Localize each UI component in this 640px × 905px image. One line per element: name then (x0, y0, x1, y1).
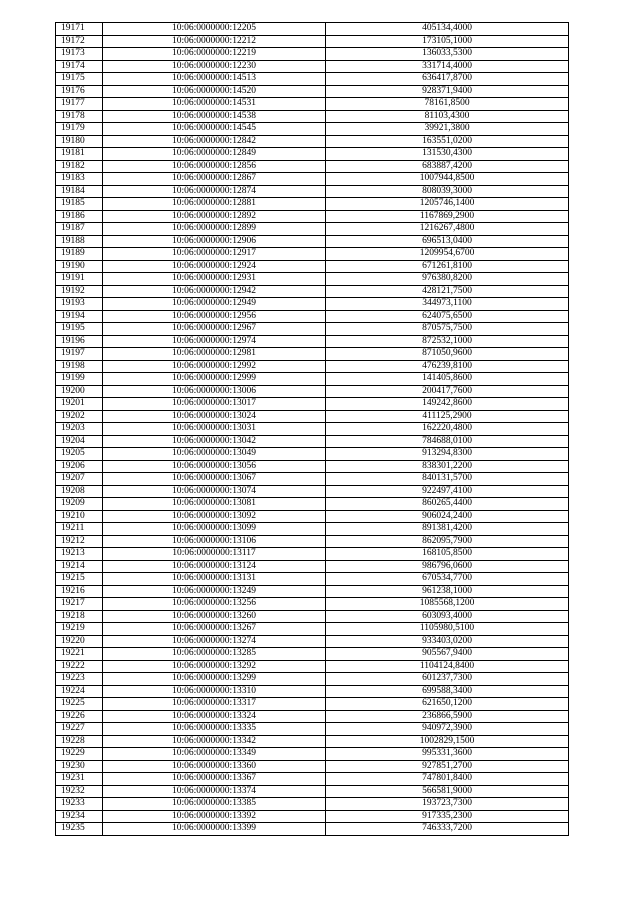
row-number-cell: 19196 (56, 335, 103, 348)
cadastral-number-cell: 10:06:0000000:13256 (103, 598, 326, 611)
value-cell: 928371,9400 (326, 85, 569, 98)
row-number-cell: 19172 (56, 35, 103, 48)
table-row (56, 735, 569, 748)
value-cell: 603093,4000 (326, 610, 569, 623)
value-cell: 331714,4000 (326, 60, 569, 73)
row-number-cell: 19231 (56, 773, 103, 786)
row-number-cell: 19224 (56, 685, 103, 698)
cadastral-number-cell: 10:06:0000000:12981 (103, 348, 326, 361)
row-number-cell: 19192 (56, 285, 103, 298)
table-row (56, 723, 569, 736)
table-row (56, 510, 569, 523)
value-cell: 976380,8200 (326, 273, 569, 286)
table-row (56, 648, 569, 661)
cadastral-number-cell: 10:06:0000000:12849 (103, 148, 326, 161)
table-row (56, 598, 569, 611)
table-row (56, 398, 569, 411)
cadastral-number-cell: 10:06:0000000:14513 (103, 73, 326, 86)
table-row (56, 348, 569, 361)
cadastral-number-cell: 10:06:0000000:13042 (103, 435, 326, 448)
cadastral-number-cell: 10:06:0000000:13349 (103, 748, 326, 761)
row-number-cell: 19213 (56, 548, 103, 561)
table-row (56, 198, 569, 211)
data-table (55, 22, 569, 836)
table-row (56, 460, 569, 473)
table-row (56, 710, 569, 723)
cadastral-number-cell: 10:06:0000000:13049 (103, 448, 326, 461)
table-row (56, 423, 569, 436)
row-number-cell: 19232 (56, 785, 103, 798)
cadastral-number-cell: 10:06:0000000:12924 (103, 260, 326, 273)
cadastral-number-cell: 10:06:0000000:13092 (103, 510, 326, 523)
table-row (56, 323, 569, 336)
value-cell: 671261,8100 (326, 260, 569, 273)
value-cell: 168105,8500 (326, 548, 569, 561)
value-cell: 131530,4300 (326, 148, 569, 161)
value-cell: 193723,7300 (326, 798, 569, 811)
row-number-cell: 19205 (56, 448, 103, 461)
value-cell: 621650,1200 (326, 698, 569, 711)
value-cell: 891381,4200 (326, 523, 569, 536)
value-cell: 784688,0100 (326, 435, 569, 448)
row-number-cell: 19174 (56, 60, 103, 73)
value-cell: 986796,0600 (326, 560, 569, 573)
row-number-cell: 19199 (56, 373, 103, 386)
cadastral-number-cell: 10:06:0000000:13274 (103, 635, 326, 648)
cadastral-number-cell: 10:06:0000000:14531 (103, 98, 326, 111)
value-cell: 1105980,5100 (326, 623, 569, 636)
cadastral-number-cell: 10:06:0000000:13017 (103, 398, 326, 411)
table-row (56, 85, 569, 98)
table-row (56, 473, 569, 486)
row-number-cell: 19195 (56, 323, 103, 336)
table-row (56, 548, 569, 561)
value-cell: 405134,4000 (326, 23, 569, 36)
cadastral-number-cell: 10:06:0000000:13324 (103, 710, 326, 723)
cadastral-number-cell: 10:06:0000000:13056 (103, 460, 326, 473)
table-row (56, 73, 569, 86)
row-number-cell: 19218 (56, 610, 103, 623)
value-cell: 1167869,2900 (326, 210, 569, 223)
table-row (56, 798, 569, 811)
cadastral-number-cell: 10:06:0000000:13031 (103, 423, 326, 436)
row-number-cell: 19212 (56, 535, 103, 548)
row-number-cell: 19181 (56, 148, 103, 161)
value-cell: 905567,9400 (326, 648, 569, 661)
table-row (56, 435, 569, 448)
table-row (56, 248, 569, 261)
row-number-cell: 19187 (56, 223, 103, 236)
table-row (56, 698, 569, 711)
table-row (56, 823, 569, 836)
table-row (56, 135, 569, 148)
cadastral-number-cell: 10:06:0000000:13067 (103, 473, 326, 486)
value-cell: 173105,1000 (326, 35, 569, 48)
value-cell: 933403,0200 (326, 635, 569, 648)
cadastral-number-cell: 10:06:0000000:13335 (103, 723, 326, 736)
cadastral-number-cell: 10:06:0000000:13260 (103, 610, 326, 623)
value-cell: 940972,3900 (326, 723, 569, 736)
row-number-cell: 19226 (56, 710, 103, 723)
value-cell: 566581,9000 (326, 785, 569, 798)
cadastral-number-cell: 10:06:0000000:13310 (103, 685, 326, 698)
row-number-cell: 19216 (56, 585, 103, 598)
value-cell: 428121,7500 (326, 285, 569, 298)
value-cell: 1209954,6700 (326, 248, 569, 261)
value-cell: 913294,8300 (326, 448, 569, 461)
table-row (56, 310, 569, 323)
table-row (56, 523, 569, 536)
value-cell: 1216267,4800 (326, 223, 569, 236)
table-row (56, 660, 569, 673)
row-number-cell: 19201 (56, 398, 103, 411)
value-cell: 917335,2300 (326, 810, 569, 823)
row-number-cell: 19175 (56, 73, 103, 86)
cadastral-number-cell: 10:06:0000000:12874 (103, 185, 326, 198)
value-cell: 1104124,8400 (326, 660, 569, 673)
table-row (56, 335, 569, 348)
row-number-cell: 19171 (56, 23, 103, 36)
value-cell: 81103,4300 (326, 110, 569, 123)
cadastral-number-cell: 10:06:0000000:13024 (103, 410, 326, 423)
value-cell: 696513,0400 (326, 235, 569, 248)
table-row (56, 235, 569, 248)
table-row (56, 48, 569, 61)
table-row (56, 685, 569, 698)
value-cell: 683887,4200 (326, 160, 569, 173)
cadastral-number-cell: 10:06:0000000:13249 (103, 585, 326, 598)
table-row (56, 123, 569, 136)
row-number-cell: 19185 (56, 198, 103, 211)
cadastral-number-cell: 10:06:0000000:12219 (103, 48, 326, 61)
value-cell: 1205746,1400 (326, 198, 569, 211)
table-row (56, 410, 569, 423)
value-cell: 746333,7200 (326, 823, 569, 836)
cadastral-number-cell: 10:06:0000000:12974 (103, 335, 326, 348)
value-cell: 906024,2400 (326, 510, 569, 523)
value-cell: 872532,1000 (326, 335, 569, 348)
row-number-cell: 19200 (56, 385, 103, 398)
table-row (56, 448, 569, 461)
cadastral-number-cell: 10:06:0000000:12992 (103, 360, 326, 373)
table-row (56, 185, 569, 198)
row-number-cell: 19204 (56, 435, 103, 448)
value-cell: 136033,5300 (326, 48, 569, 61)
row-number-cell: 19210 (56, 510, 103, 523)
value-cell: 699588,3400 (326, 685, 569, 698)
value-cell: 860265,4400 (326, 498, 569, 511)
table-row (56, 748, 569, 761)
cadastral-number-cell: 10:06:0000000:13074 (103, 485, 326, 498)
cadastral-number-cell: 10:06:0000000:12899 (103, 223, 326, 236)
table-row (56, 98, 569, 111)
table-row (56, 623, 569, 636)
value-cell: 1085568,1200 (326, 598, 569, 611)
table-row (56, 485, 569, 498)
cadastral-number-cell: 10:06:0000000:13099 (103, 523, 326, 536)
row-number-cell: 19173 (56, 48, 103, 61)
cadastral-number-cell: 10:06:0000000:12999 (103, 373, 326, 386)
cadastral-number-cell: 10:06:0000000:12892 (103, 210, 326, 223)
cadastral-number-cell: 10:06:0000000:12917 (103, 248, 326, 261)
cadastral-number-cell: 10:06:0000000:13367 (103, 773, 326, 786)
row-number-cell: 19194 (56, 310, 103, 323)
cadastral-number-cell: 10:06:0000000:12949 (103, 298, 326, 311)
cadastral-number-cell: 10:06:0000000:13342 (103, 735, 326, 748)
cadastral-number-cell: 10:06:0000000:12931 (103, 273, 326, 286)
table-row (56, 760, 569, 773)
value-cell: 1007944,8500 (326, 173, 569, 186)
cadastral-number-cell: 10:06:0000000:13399 (103, 823, 326, 836)
value-cell: 236866,5900 (326, 710, 569, 723)
row-number-cell: 19217 (56, 598, 103, 611)
row-number-cell: 19235 (56, 823, 103, 836)
row-number-cell: 19225 (56, 698, 103, 711)
row-number-cell: 19186 (56, 210, 103, 223)
value-cell: 961238,1000 (326, 585, 569, 598)
cadastral-number-cell: 10:06:0000000:14538 (103, 110, 326, 123)
cadastral-number-cell: 10:06:0000000:13317 (103, 698, 326, 711)
row-number-cell: 19215 (56, 573, 103, 586)
cadastral-number-cell: 10:06:0000000:13285 (103, 648, 326, 661)
value-cell: 163551,0200 (326, 135, 569, 148)
cadastral-number-cell: 10:06:0000000:12956 (103, 310, 326, 323)
table-row (56, 585, 569, 598)
row-number-cell: 19176 (56, 85, 103, 98)
row-number-cell: 19208 (56, 485, 103, 498)
table-row (56, 673, 569, 686)
row-number-cell: 19221 (56, 648, 103, 661)
row-number-cell: 19223 (56, 673, 103, 686)
cadastral-number-cell: 10:06:0000000:13131 (103, 573, 326, 586)
cadastral-number-cell: 10:06:0000000:13385 (103, 798, 326, 811)
value-cell: 149242,8600 (326, 398, 569, 411)
value-cell: 78161,8500 (326, 98, 569, 111)
value-cell: 1002829,1500 (326, 735, 569, 748)
table-row (56, 635, 569, 648)
row-number-cell: 19227 (56, 723, 103, 736)
cadastral-number-cell: 10:06:0000000:13360 (103, 760, 326, 773)
row-number-cell: 19207 (56, 473, 103, 486)
table-row (56, 385, 569, 398)
row-number-cell: 19190 (56, 260, 103, 273)
table-row (56, 173, 569, 186)
table-row (56, 360, 569, 373)
table-row (56, 110, 569, 123)
table-row (56, 535, 569, 548)
table-row (56, 810, 569, 823)
row-number-cell: 19219 (56, 623, 103, 636)
row-number-cell: 19183 (56, 173, 103, 186)
value-cell: 624075,6500 (326, 310, 569, 323)
table-row (56, 298, 569, 311)
cadastral-number-cell: 10:06:0000000:13006 (103, 385, 326, 398)
cadastral-number-cell: 10:06:0000000:13299 (103, 673, 326, 686)
value-cell: 476239,8100 (326, 360, 569, 373)
value-cell: 747801,8400 (326, 773, 569, 786)
table-row (56, 560, 569, 573)
table-row (56, 498, 569, 511)
table-row (56, 773, 569, 786)
value-cell: 200417,7600 (326, 385, 569, 398)
cadastral-number-cell: 10:06:0000000:13292 (103, 660, 326, 673)
row-number-cell: 19189 (56, 248, 103, 261)
cadastral-number-cell: 10:06:0000000:13392 (103, 810, 326, 823)
value-cell: 927851,2700 (326, 760, 569, 773)
value-cell: 838301,2200 (326, 460, 569, 473)
cadastral-number-cell: 10:06:0000000:13124 (103, 560, 326, 573)
value-cell: 601237,7300 (326, 673, 569, 686)
row-number-cell: 19182 (56, 160, 103, 173)
table-row (56, 573, 569, 586)
row-number-cell: 19179 (56, 123, 103, 136)
row-number-cell: 19191 (56, 273, 103, 286)
cadastral-number-cell: 10:06:0000000:13267 (103, 623, 326, 636)
value-cell: 871050,9600 (326, 348, 569, 361)
row-number-cell: 19193 (56, 298, 103, 311)
value-cell: 808039,3000 (326, 185, 569, 198)
value-cell: 344973,1100 (326, 298, 569, 311)
table-row (56, 785, 569, 798)
table-row (56, 210, 569, 223)
cadastral-number-cell: 10:06:0000000:13081 (103, 498, 326, 511)
row-number-cell: 19234 (56, 810, 103, 823)
row-number-cell: 19228 (56, 735, 103, 748)
row-number-cell: 19222 (56, 660, 103, 673)
cadastral-number-cell: 10:06:0000000:14545 (103, 123, 326, 136)
cadastral-number-cell: 10:06:0000000:12230 (103, 60, 326, 73)
row-number-cell: 19209 (56, 498, 103, 511)
table-row (56, 23, 569, 36)
row-number-cell: 19229 (56, 748, 103, 761)
table-row (56, 610, 569, 623)
value-cell: 670534,7700 (326, 573, 569, 586)
cadastral-number-cell: 10:06:0000000:13106 (103, 535, 326, 548)
value-cell: 840131,5700 (326, 473, 569, 486)
table-row (56, 273, 569, 286)
cadastral-number-cell: 10:06:0000000:12881 (103, 198, 326, 211)
table-row (56, 260, 569, 273)
cadastral-number-cell: 10:06:0000000:12856 (103, 160, 326, 173)
value-cell: 922497,4100 (326, 485, 569, 498)
row-number-cell: 19180 (56, 135, 103, 148)
row-number-cell: 19177 (56, 98, 103, 111)
table-row (56, 160, 569, 173)
row-number-cell: 19178 (56, 110, 103, 123)
row-number-cell: 19230 (56, 760, 103, 773)
cadastral-number-cell: 10:06:0000000:12212 (103, 35, 326, 48)
row-number-cell: 19214 (56, 560, 103, 573)
table-row (56, 148, 569, 161)
value-cell: 862095,7900 (326, 535, 569, 548)
row-number-cell: 19211 (56, 523, 103, 536)
row-number-cell: 19197 (56, 348, 103, 361)
value-cell: 39921,3800 (326, 123, 569, 136)
value-cell: 636417,8700 (326, 73, 569, 86)
row-number-cell: 19188 (56, 235, 103, 248)
row-number-cell: 19220 (56, 635, 103, 648)
value-cell: 141405,8600 (326, 373, 569, 386)
cadastral-number-cell: 10:06:0000000:12942 (103, 285, 326, 298)
table-row (56, 373, 569, 386)
row-number-cell: 19233 (56, 798, 103, 811)
cadastral-number-cell: 10:06:0000000:12842 (103, 135, 326, 148)
cadastral-number-cell: 10:06:0000000:12867 (103, 173, 326, 186)
value-cell: 162220,4800 (326, 423, 569, 436)
row-number-cell: 19206 (56, 460, 103, 473)
cadastral-number-cell: 10:06:0000000:14520 (103, 85, 326, 98)
value-cell: 870575,7500 (326, 323, 569, 336)
row-number-cell: 19184 (56, 185, 103, 198)
table-row (56, 223, 569, 236)
row-number-cell: 19203 (56, 423, 103, 436)
value-cell: 995331,3600 (326, 748, 569, 761)
table-row (56, 285, 569, 298)
row-number-cell: 19198 (56, 360, 103, 373)
row-number-cell: 19202 (56, 410, 103, 423)
table-row (56, 60, 569, 73)
cadastral-number-cell: 10:06:0000000:12906 (103, 235, 326, 248)
cadastral-number-cell: 10:06:0000000:12205 (103, 23, 326, 36)
table-row (56, 35, 569, 48)
table-body (56, 23, 569, 836)
cadastral-number-cell: 10:06:0000000:13374 (103, 785, 326, 798)
cadastral-number-cell: 10:06:0000000:13117 (103, 548, 326, 561)
value-cell: 411125,2900 (326, 410, 569, 423)
cadastral-number-cell: 10:06:0000000:12967 (103, 323, 326, 336)
